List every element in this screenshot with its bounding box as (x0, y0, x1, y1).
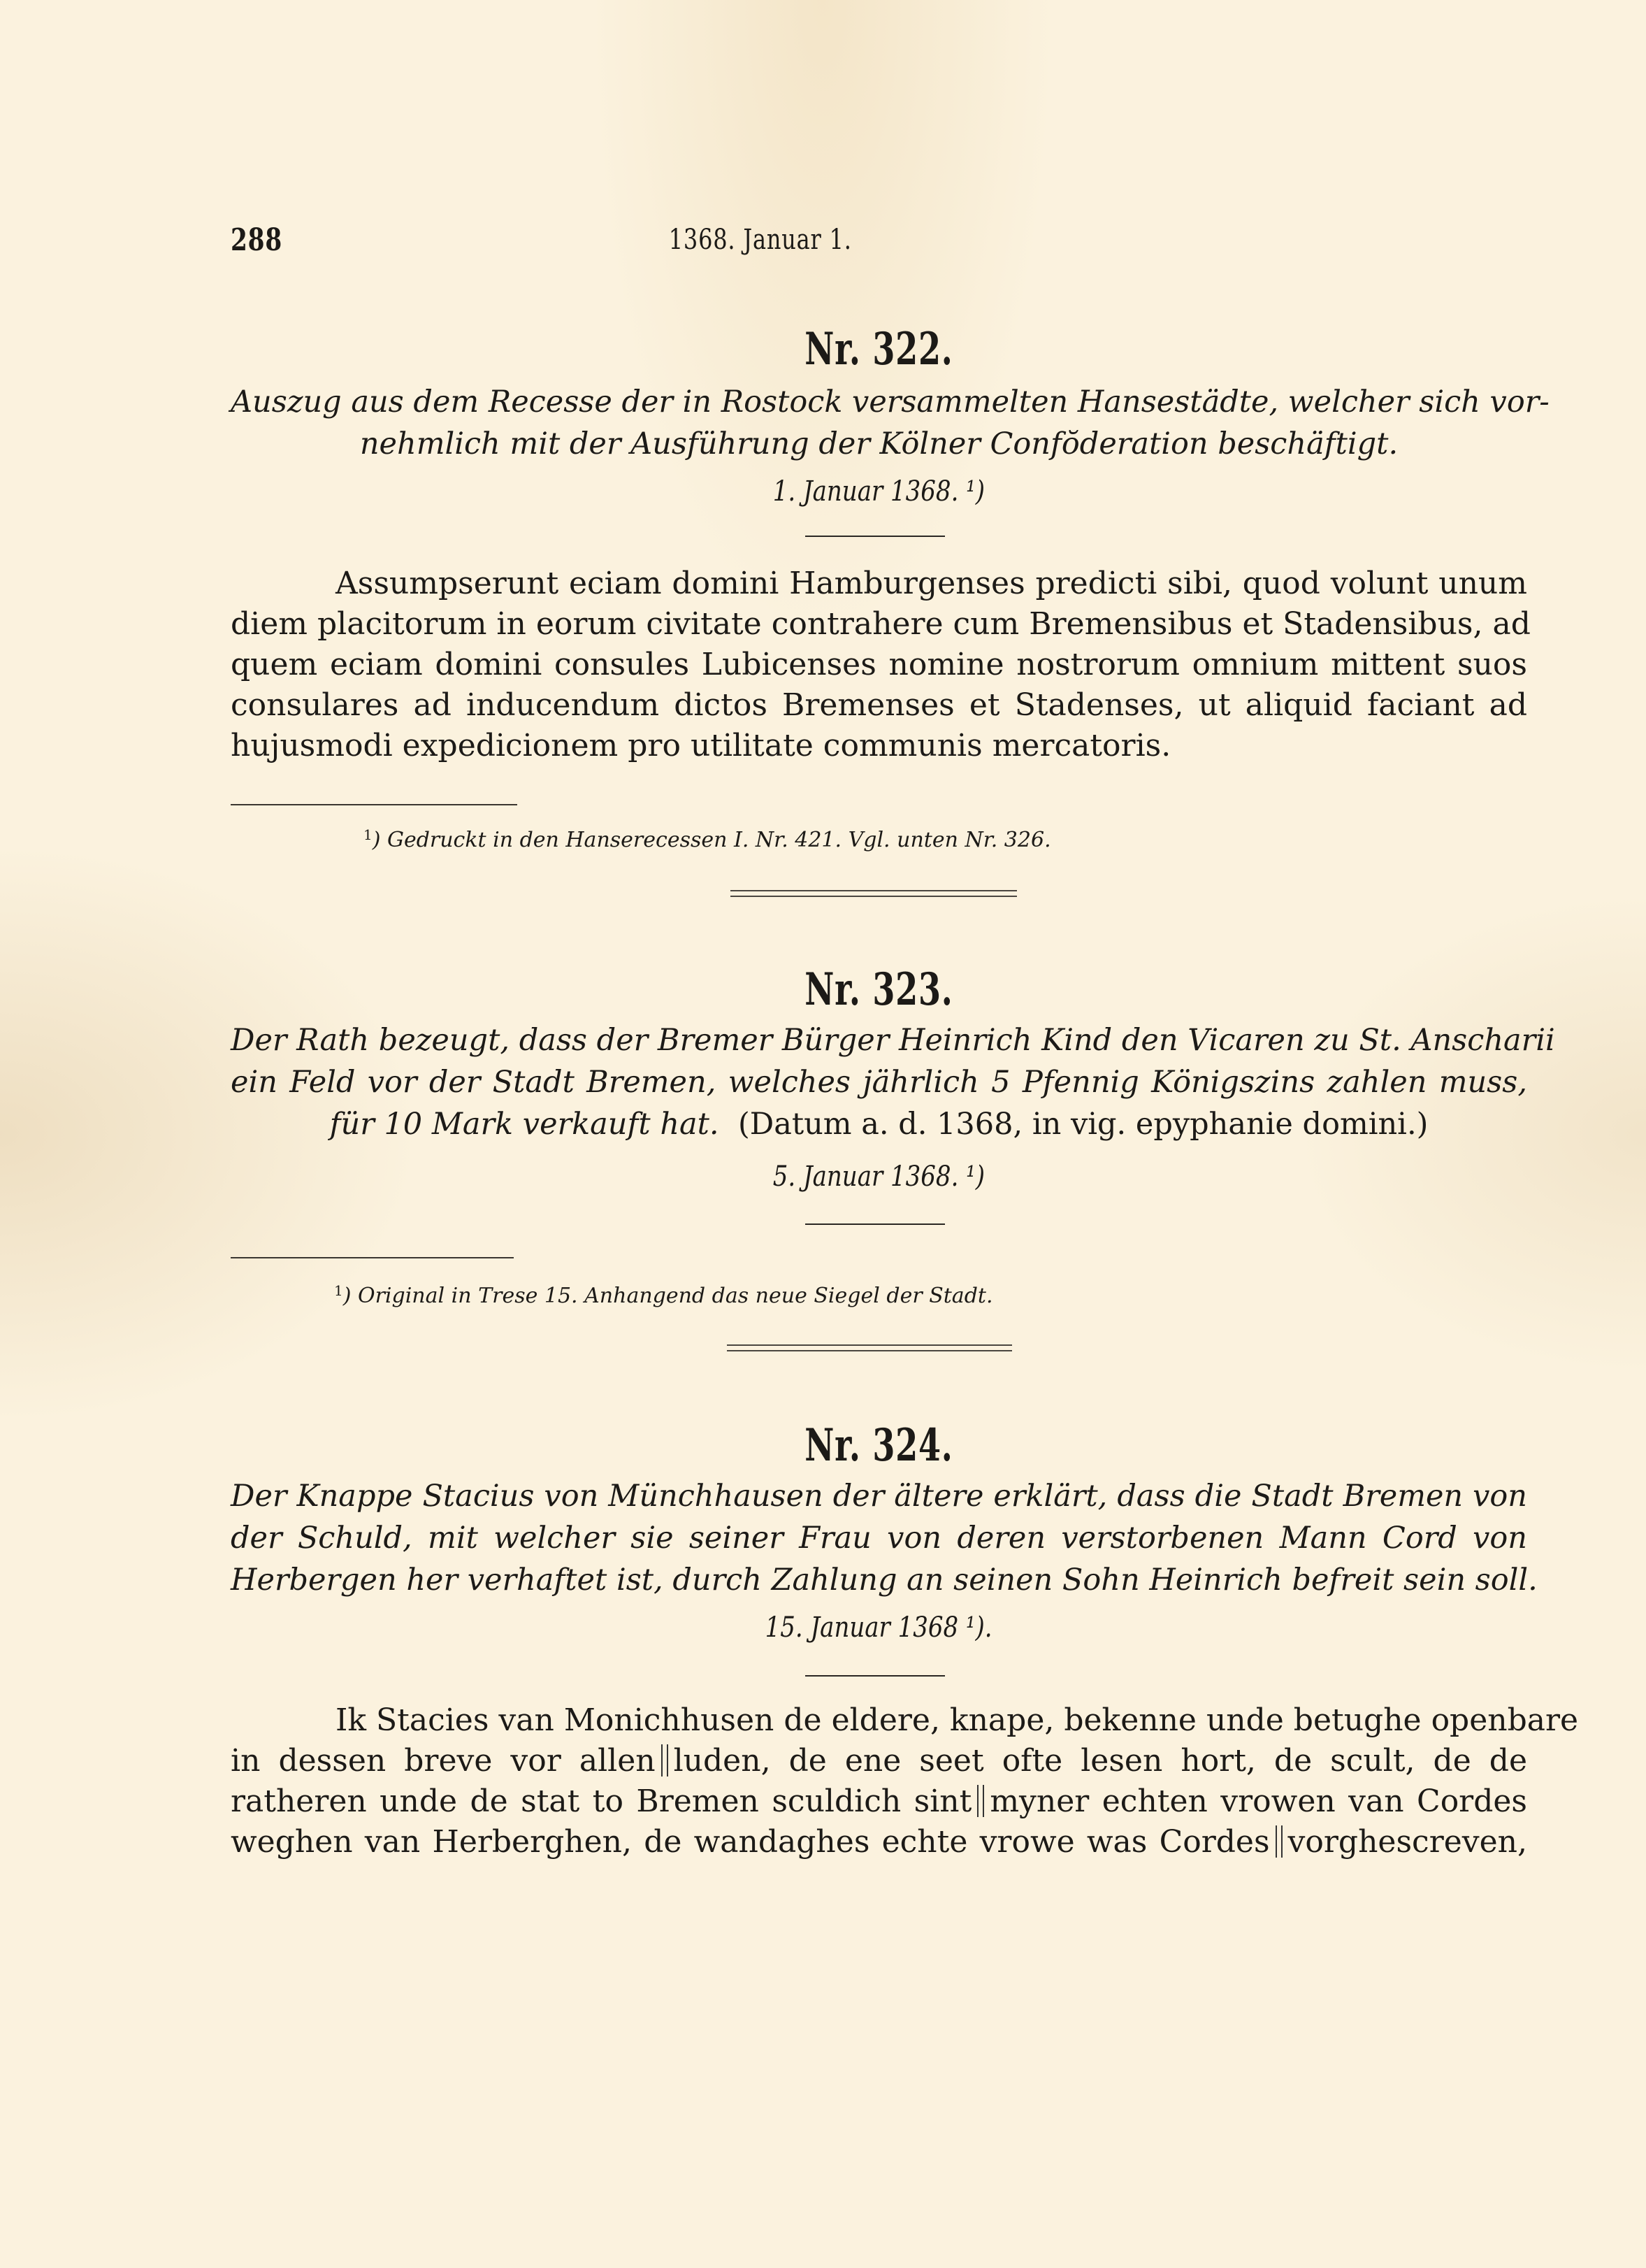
entry-323-footnote (334, 1282, 993, 1308)
line-break-marker-icon (1276, 1825, 1283, 1858)
body-line: Ik Stacies van Monichhusen de eldere, knape, bekenne unde betughe openbare (335, 1702, 1579, 1738)
running-header (0, 224, 1646, 256)
entry-322-footnote (363, 826, 1051, 852)
section-separator (727, 1344, 1012, 1351)
entry-323-heading: Nr. 323. (804, 963, 953, 1016)
regest-line: Herbergen her verhaftet ist, durch Zahlung an seinen Sohn Heinrich befreit sein soll. (231, 1563, 1538, 1598)
entry-322-heading: Nr. 322. (804, 323, 953, 375)
page-number: 288 (231, 222, 282, 258)
body-line: quem eciam domini consules Lubicenses nomine nostrorum omnium mittent suos (231, 647, 1527, 682)
body-line: consulares ad inducendum dictos Bremenses et Stadenses, ut aliquid faciant ad (231, 687, 1527, 723)
divider-rule (805, 536, 945, 537)
regest-line: Auszug aus dem Recesse der in Rostock versammelten Hansestädte, welcher sich vor- (231, 385, 1550, 419)
line-break-marker-icon (661, 1744, 668, 1777)
footnote-marker: 1 (334, 1282, 343, 1299)
running-title: 1368. Januar 1. (668, 224, 852, 256)
body-line: ratheren unde de stat to Bremen sculdich sint myner echten vrowen van Cordes (231, 1783, 1527, 1819)
entry-324-date: 15. Januar 1368 ¹). (765, 1612, 992, 1644)
line-break-marker-icon (977, 1785, 984, 1817)
footnote-rule (231, 1257, 514, 1258)
footnote-text: ) Original in Trese 15. Anhangend das neue Siegel der Stadt. (342, 1284, 993, 1308)
regest-line: Der Rath bezeugt, dass der Bremer Bürger Heinrich Kind den Vicaren zu St. Anscharii (231, 1023, 1555, 1058)
entry-324-regest (231, 1475, 1538, 1601)
entry-324-heading: Nr. 324. (804, 1419, 953, 1472)
regest-line: der Schuld, mit welcher sie seiner Frau von deren verstorbenen Mann Cord von (231, 1521, 1527, 1556)
divider-rule (805, 1223, 945, 1225)
regest-line: für 10 Mark verkauft hat. (Datum a. d. 1368, in vig. epyphanie domini.) (329, 1107, 1429, 1142)
entry-324-body (231, 1700, 1579, 1863)
entry-322-date: 1. Januar 1368. ¹) (772, 475, 986, 508)
regest-line: ein Feld vor der Stadt Bremen, welches jährlich 5 Pfennig Königszins zahlen muss, (231, 1065, 1527, 1100)
footnote-text: ) Gedruckt in den Hanserecessen I. Nr. 421. Vgl. unten Nr. 326. (372, 828, 1051, 852)
entry-322-regest (231, 381, 1550, 465)
entry-323-regest (231, 1019, 1555, 1145)
body-line: hujusmodi expedicionem pro utilitate communis mercatoris. (231, 728, 1171, 763)
footnote-marker: 1 (363, 826, 373, 843)
divider-rule (805, 1675, 945, 1677)
footnote-rule (231, 804, 517, 805)
body-line: diem placitorum in eorum civitate contrahere cum Bremensibus et Stadensibus, ad (231, 606, 1531, 642)
regest-line: Der Knappe Stacius von Münchhausen der ältere erklärt, dass die Stadt Bremen von (231, 1479, 1527, 1514)
entry-323-date: 5. Januar 1368. ¹) (772, 1161, 986, 1193)
section-separator (730, 890, 1017, 897)
regest-line: nehmlich mit der Ausführung der Kölner Confŏderation beschäftigt. (359, 426, 1399, 461)
body-line: Assumpserunt eciam domini Hamburgenses predicti sibi, quod volunt unum (335, 566, 1527, 601)
entry-322-body (231, 564, 1531, 766)
body-line: weghen van Herberghen, de wandaghes echte vrowe was Cordes vorghescreven, (231, 1824, 1527, 1860)
body-line: in dessen breve vor allen luden, de ene seet ofte lesen hort, de scult, de de (231, 1743, 1527, 1779)
